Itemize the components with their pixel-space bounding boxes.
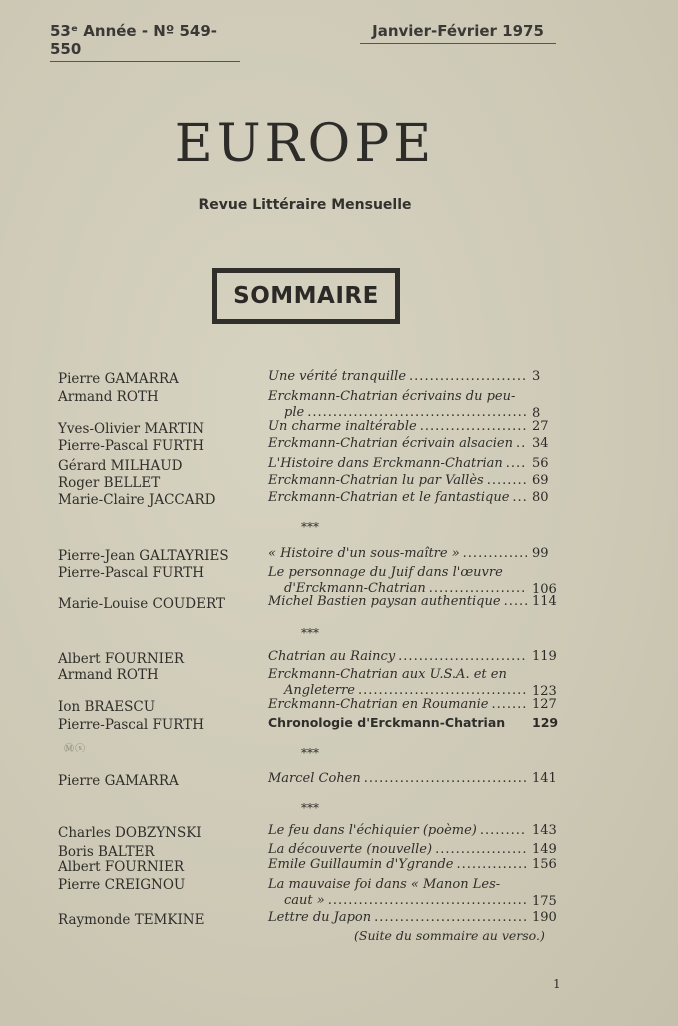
- toc-page-number: 8: [532, 406, 541, 421]
- toc-title-text: ple: [284, 405, 305, 420]
- toc-page-number: 114: [532, 594, 557, 609]
- toc-title-line: [268, 649, 530, 665]
- toc-author: Albert FOURNIER: [58, 651, 185, 667]
- toc-title: [268, 456, 530, 472]
- library-stamp: Ⓜ ⓢ: [64, 744, 85, 752]
- toc-title: [268, 389, 530, 421]
- toc-title-line: [268, 697, 530, 713]
- toc-title-line: [268, 823, 530, 839]
- toc-title: [268, 565, 530, 597]
- toc-title-text: Michel Bastien paysan authentique: [268, 594, 501, 609]
- toc-page-number: 69: [532, 473, 549, 488]
- toc-page-number: 34: [532, 436, 549, 451]
- toc-page-number: 190: [532, 910, 557, 925]
- toc-title-line: [268, 565, 530, 581]
- toc-title-text: Emile Guillaumin d'Ygrande: [268, 857, 454, 872]
- toc-author: Raymonde TEMKINE: [58, 912, 205, 928]
- toc-author: Pierre-Pascal FURTH: [58, 717, 204, 733]
- toc-title: [268, 697, 530, 713]
- toc-title-text: Le feu dans l'échiquier (poème): [268, 823, 477, 838]
- toc-title-line: [268, 594, 530, 610]
- leader-dots: [456, 857, 527, 873]
- toc-title-text: Angleterre: [284, 683, 355, 698]
- toc-title-line: [268, 473, 530, 489]
- toc-title: [268, 910, 530, 926]
- toc-title-line: [268, 893, 530, 909]
- toc-title: [268, 667, 530, 699]
- leader-dots: [506, 456, 527, 472]
- toc-title-text: d'Erckmann-Chatrian: [284, 581, 426, 596]
- toc-page-number: 27: [532, 419, 549, 434]
- toc-author: Pierre CREIGNOU: [58, 877, 186, 893]
- toc-title-line: [268, 715, 530, 731]
- toc-title-line: [268, 842, 530, 858]
- toc-page-number: 175: [532, 894, 557, 909]
- toc-title-text: La mauvaise foi dans « Manon Les-: [268, 877, 501, 892]
- leader-dots: [512, 490, 527, 506]
- leader-dots: [435, 842, 527, 858]
- journal-subtitle: Revue Littéraire Mensuelle: [198, 197, 412, 213]
- toc-title-line: [268, 419, 530, 435]
- toc-title-text: caut »: [284, 893, 325, 908]
- toc-author: Armand ROTH: [58, 389, 159, 405]
- sommaire-box: [212, 268, 400, 324]
- toc-author: Roger BELLET: [58, 475, 161, 491]
- toc-title-line: [268, 546, 530, 562]
- toc-author: Pierre-Pascal FURTH: [58, 565, 204, 581]
- section-separator: ⁎⁎⁎: [301, 516, 319, 530]
- toc-title-text: Lettre du Japon: [268, 910, 372, 925]
- toc-author: Boris BALTER: [58, 844, 155, 860]
- toc-title: [268, 369, 530, 385]
- page-number: 1: [553, 977, 561, 991]
- toc-title-text: L'Histoire dans Erckmann-Chatrian: [268, 456, 503, 471]
- leader-dots: [463, 546, 527, 562]
- toc-title-line: [268, 369, 530, 385]
- section-separator: ⁎⁎⁎: [301, 622, 319, 636]
- toc-page-number: 123: [532, 684, 557, 699]
- toc-title-text: Erckmann-Chatrian écrivains du peu-: [268, 389, 516, 404]
- toc-title: [268, 715, 530, 731]
- leader-dots: [420, 419, 527, 435]
- toc-title: [268, 771, 530, 787]
- section-separator: ⁎⁎⁎: [301, 742, 319, 756]
- toc-title-text: Chatrian au Raincy: [268, 649, 396, 664]
- toc-title-line: [268, 490, 530, 506]
- toc-page-number: 106: [532, 582, 557, 597]
- toc-title-text: Erckmann-Chatrian en Roumanie: [268, 697, 489, 712]
- toc-title-text: Une vérité tranquille: [268, 369, 407, 384]
- toc-author: Pierre-Pascal FURTH: [58, 438, 204, 454]
- toc-title-text: Chronologie d'Erckmann-Chatrian: [268, 715, 506, 730]
- toc-title-text: Erckmann-Chatrian et le fantastique: [268, 490, 510, 505]
- toc-page-number: 156: [532, 857, 557, 872]
- toc-title-text: Erckmann-Chatrian lu par Vallès: [268, 473, 484, 488]
- toc-title-text: Erckmann-Chatrian écrivain alsacien: [268, 436, 513, 451]
- toc-title: [268, 419, 530, 435]
- leader-dots: [492, 697, 528, 713]
- toc-page-number: 143: [532, 823, 557, 838]
- leader-dots: [364, 771, 527, 787]
- toc-author: Charles DOBZYNSKI: [58, 825, 202, 841]
- toc-page-number: 119: [532, 649, 557, 664]
- toc-author: Gérard MILHAUD: [58, 458, 183, 474]
- toc-title: [268, 857, 530, 873]
- toc-page-number: 56: [532, 456, 549, 471]
- toc-title-text: Un charme inaltérable: [268, 419, 417, 434]
- leader-dots: [516, 436, 527, 452]
- section-separator: ⁎⁎⁎: [301, 797, 319, 811]
- journal-title: EUROPE: [174, 114, 436, 174]
- toc-author: Armand ROTH: [58, 667, 159, 683]
- toc-title: [268, 473, 530, 489]
- toc-page-number: 80: [532, 490, 549, 505]
- toc-page-number: 127: [532, 697, 557, 712]
- toc-title-text: La découverte (nouvelle): [268, 842, 433, 857]
- toc-title: [268, 823, 530, 839]
- toc-author: Pierre-Jean GALTAYRIES: [58, 548, 229, 564]
- leader-dots: [409, 369, 527, 385]
- toc-page-number: 3: [532, 369, 541, 384]
- toc-title-line: [268, 910, 530, 926]
- toc-title-line: [268, 456, 530, 472]
- toc-author: Yves-Olivier MARTIN: [58, 421, 205, 437]
- toc-title: [268, 877, 530, 909]
- toc-title-line: [268, 436, 530, 452]
- leader-dots: [398, 649, 527, 665]
- toc-title-line: [268, 877, 530, 893]
- toc-author: Pierre GAMARRA: [58, 371, 179, 387]
- leader-dots: [328, 893, 527, 909]
- toc-title-line: [268, 667, 530, 683]
- toc-author: Albert FOURNIER: [58, 859, 185, 875]
- toc-title-line: [268, 857, 530, 873]
- toc-title-text: « Histoire d'un sous-maître »: [268, 546, 460, 561]
- leader-dots: [480, 823, 527, 839]
- issue-number: 53ᵉ Année - Nº 549-550: [50, 22, 240, 62]
- toc-author: Pierre GAMARRA: [58, 773, 179, 789]
- toc-page-number: 99: [532, 546, 549, 561]
- toc-title-text: Erckmann-Chatrian aux U.S.A. et en: [268, 667, 507, 682]
- toc-page-number: 149: [532, 842, 557, 857]
- toc-title-line: [268, 389, 530, 405]
- toc-author: Ion BRAESCU: [58, 699, 156, 715]
- toc-title-line: [268, 771, 530, 787]
- issue-date: Janvier-Février 1975: [360, 22, 556, 44]
- toc-page-number: 141: [532, 771, 557, 786]
- toc-title-text: Marcel Cohen: [268, 771, 361, 786]
- leader-dots: [487, 473, 527, 489]
- toc-title: [268, 490, 530, 506]
- toc-title: [268, 594, 530, 610]
- toc-title: [268, 546, 530, 562]
- sommaire-heading: SOMMAIRE: [233, 283, 379, 309]
- leader-dots: [374, 910, 527, 926]
- leader-dots: [504, 594, 527, 610]
- toc-title-text: Le personnage du Juif dans l'œuvre: [268, 565, 503, 580]
- toc-title: [268, 842, 530, 858]
- toc-page-number: 129: [532, 715, 559, 730]
- toc-title: [268, 649, 530, 665]
- toc-author: Marie-Louise COUDERT: [58, 596, 225, 612]
- toc-author: Marie-Claire JACCARD: [58, 492, 216, 508]
- continued-note: (Suite du sommaire au verso.): [354, 928, 545, 943]
- toc-title: [268, 436, 530, 452]
